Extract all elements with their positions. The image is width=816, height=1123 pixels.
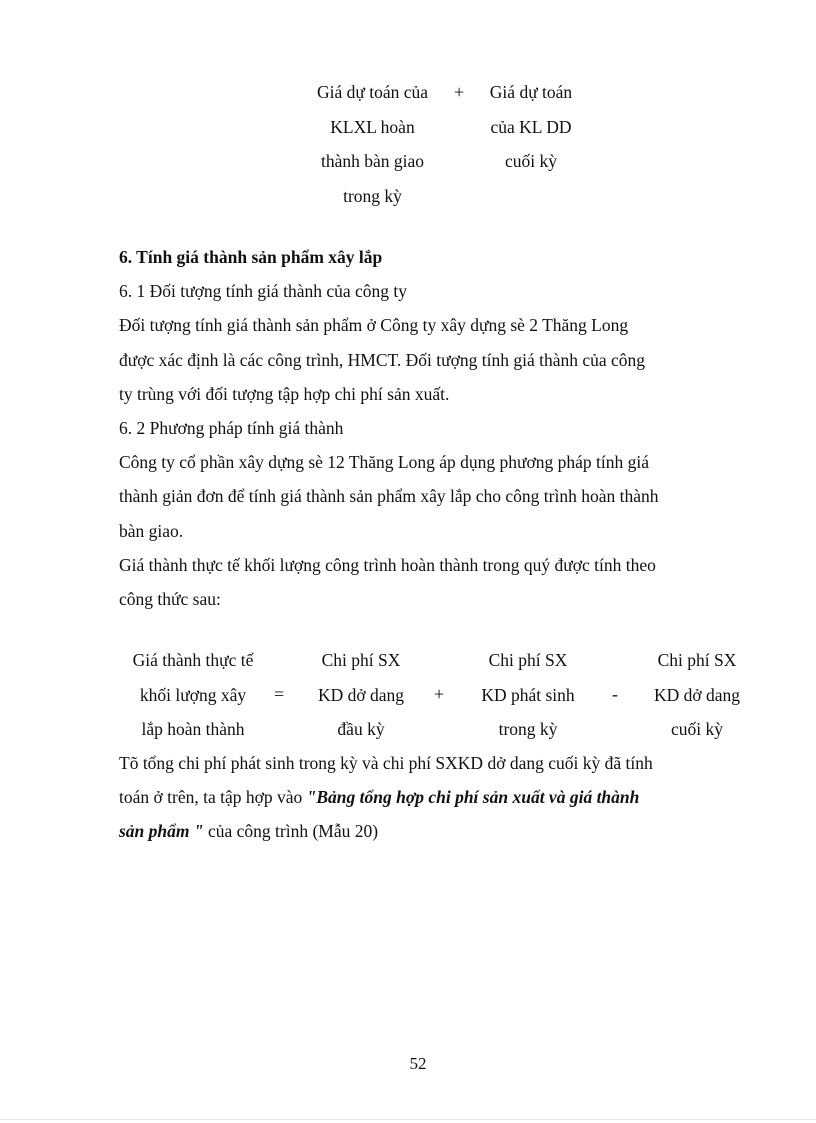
paragraph-line: công thức sau: [119,589,221,610]
formula-line: Chi phí SX [321,650,401,670]
formula-line: Giá dự toán [489,82,573,102]
paragraph-line: bàn giao. [119,520,184,541]
section-heading: 6. Tính giá thành sản phẩm xây lắp [119,247,383,267]
formula-term-estimate-wip [475,75,587,179]
page-number: 52 [409,1054,427,1073]
formula-line: cuối kỳ [670,719,723,739]
equals-operator: = [274,684,285,704]
formula-line: KD dở dang [317,684,405,705]
minus-operator: - [612,684,618,704]
paragraph-line: thành giản đơn để tính giá thành sản phẩm xây lắp cho công trình hoàn thành [119,486,659,507]
paragraph-text: của công trình (Mẫu 20) [203,821,379,842]
paragraph-line: Công ty cổ phần xây dựng sè 12 Thăng Long áp dụng phương pháp tính giá [119,452,649,473]
formula-line: khối lượng xây [139,684,247,705]
formula-term-actual-cost [118,643,268,747]
formula-line: KLXL hoàn [330,116,415,137]
paragraph-line: được xác định là các công trình, HMCT. Đối tượng tính giá thành của công [119,349,646,370]
report-title-emphasis: sản phẩm " [119,821,204,842]
formula-line: của KL DD [490,116,572,137]
plus-operator: + [434,684,445,704]
formula-line: Giá dự toán của [316,82,429,102]
closing-paragraph [119,746,719,849]
formula-term-incurred [468,643,588,747]
formula-line: Chi phí SX [488,650,568,670]
section-6 [119,240,719,616]
formula-term-estimate-completed [300,75,445,213]
plus-operator: + [454,82,465,102]
formula-term-opening-wip [306,643,416,747]
formula-term-closing-wip [642,643,752,747]
paragraph-line: ty trùng với đối tượng tập hợp chi phí sản xuất. [119,383,450,404]
formula-line: KD dở dang [653,684,741,705]
formula-line: KD phát sinh [481,684,575,705]
paragraph-line: Đối tượng tính giá thành sản phẩm ở Công ty xây dựng sè 2 Thăng Long [119,315,629,336]
formula-line: Chi phí SX [657,650,737,670]
formula-line: thành bàn giao [320,151,425,171]
paragraph-line [119,814,719,848]
page-bottom-divider [0,1119,816,1120]
formula-line: trong kỳ [343,185,402,206]
formula-line: cuối kỳ [504,151,557,171]
paragraph-line: Giá thành thực tế khối lượng công trình hoàn thành trong quý được tính theo [119,554,656,575]
formula-line: Giá thành thực tế [132,650,254,670]
report-title-emphasis: "Bảng tổng hợp chi phí sản xuất và giá thành [306,787,640,808]
paragraph-line [119,780,719,814]
paragraph-line: Tõ tổng chi phí phát sinh trong kỳ và chi phí SXKD dở dang cuối kỳ đã tính [119,753,653,773]
formula-line: trong kỳ [498,719,558,739]
subsection-title: 6. 1 Đối tượng tính giá thành của công ty [119,281,407,302]
formula-line: lắp hoàn thành [141,719,245,739]
formula-line: đầu kỳ [337,719,385,739]
subsection-title: 6. 2 Phương pháp tính giá thành [119,418,344,439]
paragraph-text: toán ở trên, ta tập hợp vào [119,787,307,808]
